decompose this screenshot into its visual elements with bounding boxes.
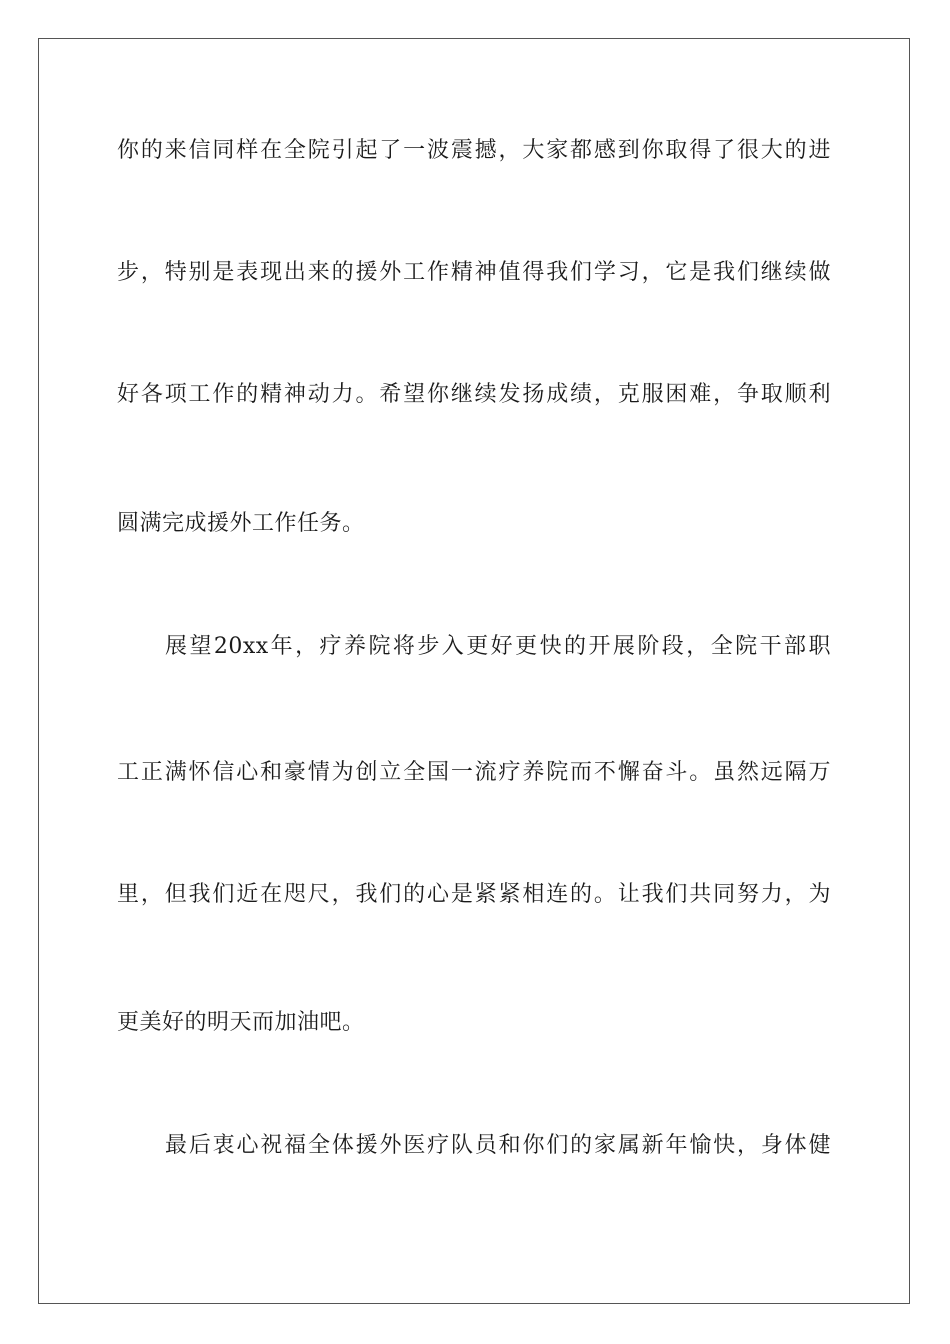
- paragraph-1-line-4: 圆满完成援外工作任务。: [117, 511, 365, 536]
- paragraph-2-line-2: 工正满怀信心和豪情为创立全国一流疗养院而不懈奋斗。虽然远隔万: [117, 760, 831, 785]
- page-frame: [38, 38, 910, 1304]
- paragraph-2-line-4: 更美好的明天而加油吧。: [117, 1010, 365, 1035]
- paragraph-1-line-3: 好各项工作的精神动力。希望你继续发扬成绩，克服困难，争取顺利: [117, 382, 831, 407]
- paragraph-3-line-1: 最后衷心祝福全体援外医疗队员和你们的家属新年愉快，身体健: [165, 1133, 831, 1158]
- paragraph-1-line-1: 你的来信同样在全院引起了一波震撼，大家都感到你取得了很大的进: [117, 138, 831, 163]
- paragraph-2-line-3: 里，但我们近在咫尺，我们的心是紧紧相连的。让我们共同努力，为: [117, 882, 831, 907]
- paragraph-1-line-2: 步，特别是表现出来的援外工作精神值得我们学习，它是我们继续做: [117, 260, 831, 285]
- paragraph-2-line-1: 展望20xx年，疗养院将步入更好更快的开展阶段，全院干部职: [165, 634, 831, 659]
